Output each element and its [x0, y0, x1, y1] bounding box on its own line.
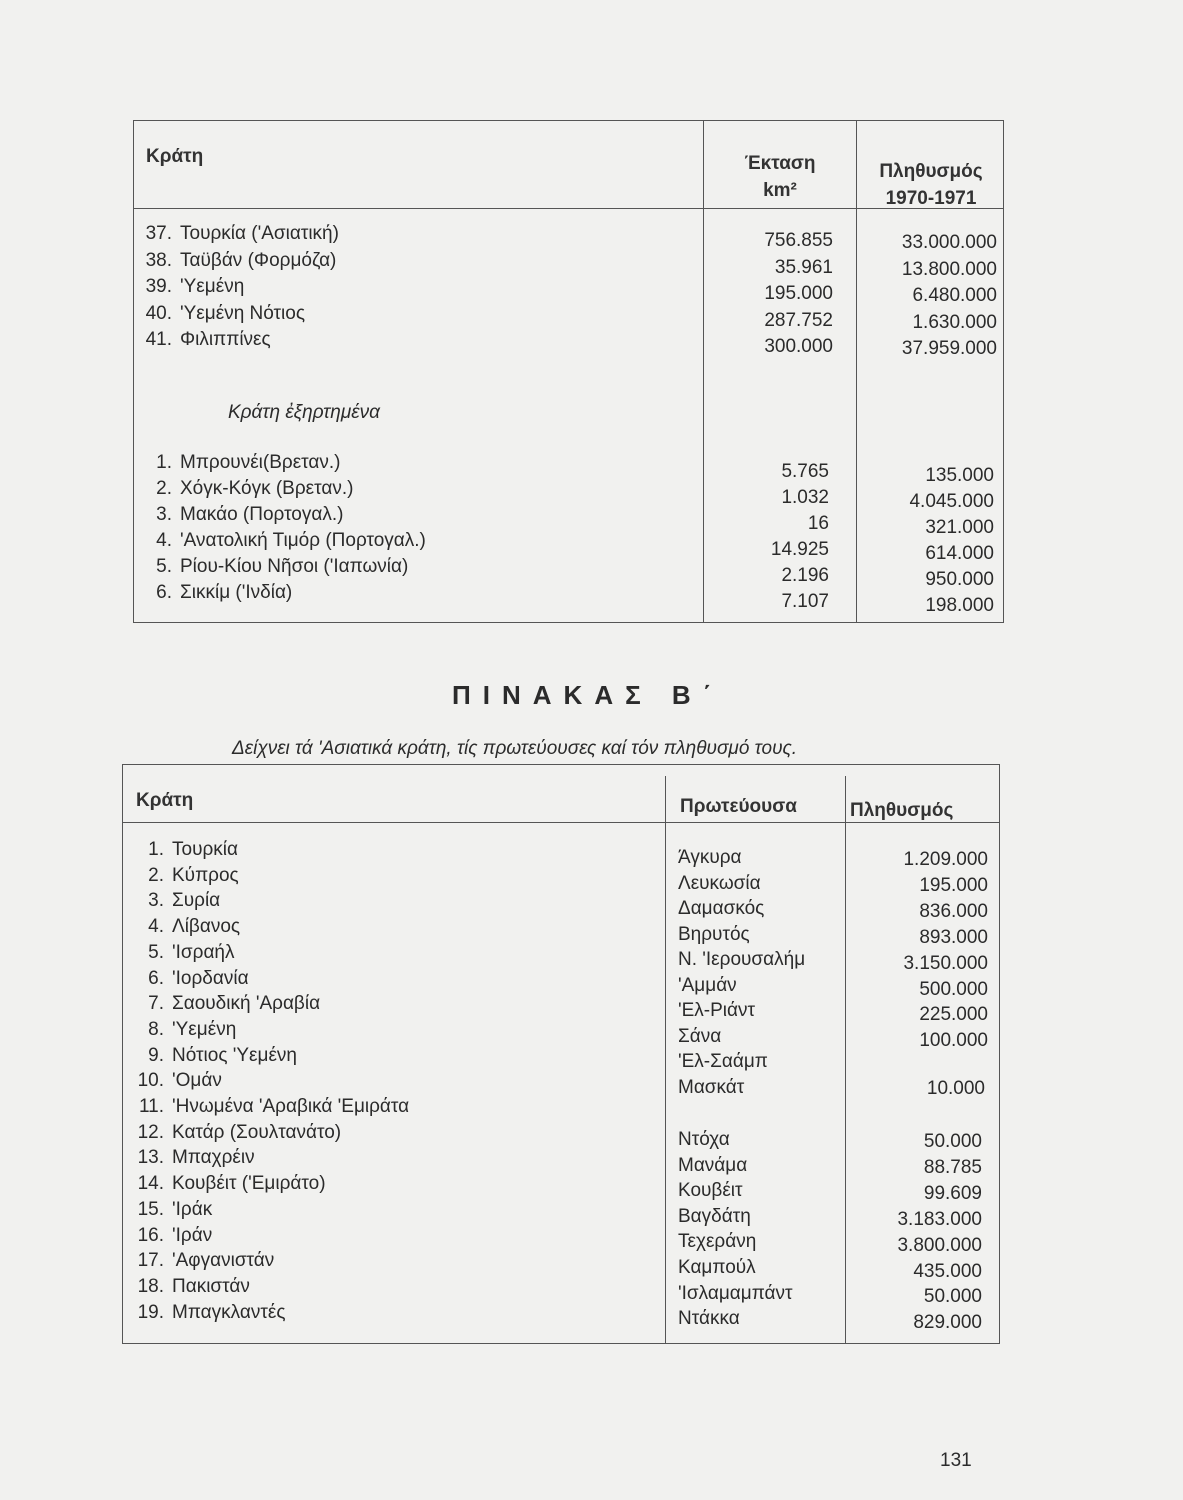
table-row: 4. Λίβανος [148, 916, 241, 938]
area-cell: 1.032 [781, 487, 829, 508]
table-a-header-area-unit: km² [763, 180, 797, 201]
table-row: 14. Κουβέιτ ('Εμιράτο) [137, 1173, 326, 1195]
table-row: 18. Πακιστάν [137, 1275, 250, 1297]
population-cell: 1.630.000 [912, 311, 997, 333]
population-cell: 6.480.000 [912, 285, 997, 306]
table-a-dependent-areas [706, 459, 829, 615]
table-row: 6. 'Ιορδανία [148, 967, 249, 989]
table-a-independent-areas [706, 228, 833, 361]
table-b-header-population: Πληθυσμός [850, 800, 954, 821]
capital-cell: Λευκωσία [678, 872, 761, 894]
population-cell: 33.000.000 [901, 232, 997, 253]
table-row: 37. Τουρκία ('Ασιατική) [145, 223, 339, 244]
population-cell: 4.045.000 [909, 491, 994, 512]
table-b-header-rule [122, 822, 1000, 823]
table-a-header-population [858, 158, 1004, 212]
table-row: 15. 'Ιράκ [137, 1198, 213, 1220]
area-cell: 300.000 [764, 336, 833, 357]
table-a-independent-populations [858, 230, 997, 363]
table-row: 40. 'Υεμένη Νότιος [145, 302, 306, 324]
table-b-title: ΠΙΝΑΚΑΣ Β΄ [452, 680, 724, 710]
table-row: 11. 'Ηνωμένα 'Αραβικά 'Εμιράτα [138, 1096, 410, 1118]
table-row: 10. 'Ομάν [137, 1070, 222, 1092]
table-row: 6. Σικκίμ ('Ινδία) [156, 582, 293, 603]
capital-cell: 'Ισλαμαμπάντ [678, 1282, 793, 1304]
table-b-capitals-group-1 [678, 845, 805, 1100]
population-cell: 829.000 [913, 1312, 982, 1334]
population-cell: 135.000 [925, 465, 994, 486]
capital-cell: Σάνα [678, 1025, 722, 1047]
population-cell: 100.000 [919, 1030, 988, 1052]
table-row: 9. Νότιος 'Υεμένη [148, 1044, 298, 1066]
population-cell: 893.000 [919, 926, 988, 948]
table-b-header-states: Κράτη [136, 790, 194, 811]
population-cell: 195.000 [919, 874, 988, 896]
area-cell: 195.000 [764, 283, 833, 304]
capital-cell: 'Ελ-Ριάντ [678, 1000, 756, 1021]
table-row: 2. Κύπρος [148, 864, 239, 886]
population-cell: 198.000 [925, 595, 994, 616]
table-row: 8. 'Υεμένη [148, 1018, 237, 1040]
population-cell: 50.000 [923, 1286, 982, 1308]
capital-cell: Ντόχα [678, 1129, 730, 1150]
population-cell: 435.000 [913, 1260, 982, 1282]
table-a-header-area-label: Έκταση [744, 153, 816, 174]
table-a-col-divider-2 [856, 120, 857, 623]
table-row: 38. Ταϋβάν (Φορμόζα) [145, 249, 337, 271]
table-row: 3. Μακάο (Πορτογαλ.) [156, 504, 344, 525]
table-a-dependent-names [138, 450, 426, 606]
population-cell: 836.000 [919, 900, 988, 922]
table-a-dependent-populations [858, 463, 994, 619]
capital-cell: Ντάκκα [678, 1308, 740, 1330]
table-b-populations-group-2 [848, 1129, 982, 1336]
capital-cell: Βαγδάτη [678, 1205, 751, 1227]
capital-cell: Μασκάτ [678, 1076, 745, 1098]
table-row: 19. Μπαγκλαντές [137, 1301, 286, 1323]
population-cell-oman: 10.000 [926, 1078, 985, 1099]
table-b-col-divider-1 [665, 776, 666, 1344]
area-cell: 2.196 [781, 565, 829, 586]
table-row: 5. Ρίου-Κίου Νῆσοι ('Ιαπωνία) [156, 556, 409, 577]
population-cell: 1.209.000 [903, 849, 988, 870]
table-row: 1. Μπρουνέι(Βρεταν.) [156, 452, 341, 473]
table-b-caption: Δείχνει τά 'Ασιατικά κράτη, τίς πρωτεύουσες καί τόν πληθυσμό τους. [232, 738, 798, 759]
capital-cell: Άγκυρα [678, 847, 742, 868]
table-b-populations-group-1 [848, 847, 988, 1054]
area-cell: 756.855 [764, 230, 833, 251]
table-row: 3. Συρία [148, 890, 221, 912]
capital-cell: Βηρυτός [678, 923, 750, 945]
table-row: 13. Μπαχρέιν [137, 1147, 255, 1169]
capital-cell: Ν. 'Ιερουσαλήμ [678, 949, 806, 970]
page-number: 131 [940, 1450, 972, 1471]
population-cell: 500.000 [919, 978, 988, 1000]
capital-cell: Τεχεράνη [678, 1231, 757, 1253]
table-b-capitals-group-2 [678, 1127, 793, 1332]
table-row: 4. 'Ανατολική Τιμόρ (Πορτογαλ.) [156, 530, 426, 551]
area-cell: 5.765 [781, 461, 829, 482]
table-row: 41. Φιλιππίνες [145, 329, 271, 350]
population-cell: 225.000 [919, 1004, 988, 1026]
table-a-col-divider-1 [703, 120, 704, 623]
capital-cell: Μανάμα [678, 1154, 748, 1176]
area-cell: 35.961 [774, 256, 833, 278]
population-cell: 614.000 [925, 543, 994, 564]
capital-cell: Κουβέιτ [678, 1180, 743, 1202]
capital-cell: Καμπούλ [678, 1256, 756, 1278]
table-a-independent-names [138, 221, 339, 354]
table-b-header-capital: Πρωτεύουσα [680, 796, 797, 817]
population-cell: 50.000 [923, 1131, 982, 1152]
table-row: 7. Σαουδική 'Αραβία [148, 993, 321, 1015]
population-cell: 321.000 [925, 517, 994, 538]
population-cell: 37.959.000 [901, 338, 997, 359]
area-cell: 287.752 [764, 309, 833, 331]
dependent-states-heading: Κράτη ἐξηρτημένα [228, 402, 380, 423]
capital-cell: Δαμασκός [678, 898, 765, 919]
table-b-col-divider-2 [845, 776, 846, 1344]
population-cell: 13.800.000 [901, 258, 997, 280]
table-a-header-states: Κράτη [146, 146, 204, 167]
table-row: 16. 'Ιράν [137, 1224, 213, 1246]
capital-cell: 'Ελ-Σαάμπ [678, 1051, 768, 1072]
population-cell: 3.183.000 [897, 1208, 982, 1230]
population-cell: 88.785 [923, 1156, 982, 1178]
table-row: 12. Κατάρ (Σουλτανάτο) [137, 1121, 342, 1143]
table-row: 2. Χόγκ-Κόγκ (Βρεταν.) [156, 478, 354, 499]
table-row: 39. 'Υεμένη [145, 276, 245, 297]
area-cell: 14.925 [770, 539, 829, 560]
area-cell: 16 [807, 513, 829, 534]
table-b-state-names [128, 837, 409, 1325]
table-row: 1. Τουρκία [148, 839, 238, 860]
table-row: 17. 'Αφγανιστάν [137, 1250, 275, 1272]
capital-cell: 'Αμμάν [678, 974, 737, 996]
table-a-header-area [705, 150, 855, 204]
table-a-header-population-label: Πληθυσμός [879, 161, 983, 182]
table-row: 5. 'Ισραήλ [148, 941, 235, 963]
population-cell: 3.150.000 [903, 952, 988, 974]
population-cell: 3.800.000 [897, 1234, 982, 1256]
population-cell: 99.609 [923, 1182, 982, 1204]
population-cell: 950.000 [925, 569, 994, 590]
area-cell: 7.107 [781, 591, 829, 612]
table-a-header-population-years: 1970-1971 [885, 188, 977, 209]
